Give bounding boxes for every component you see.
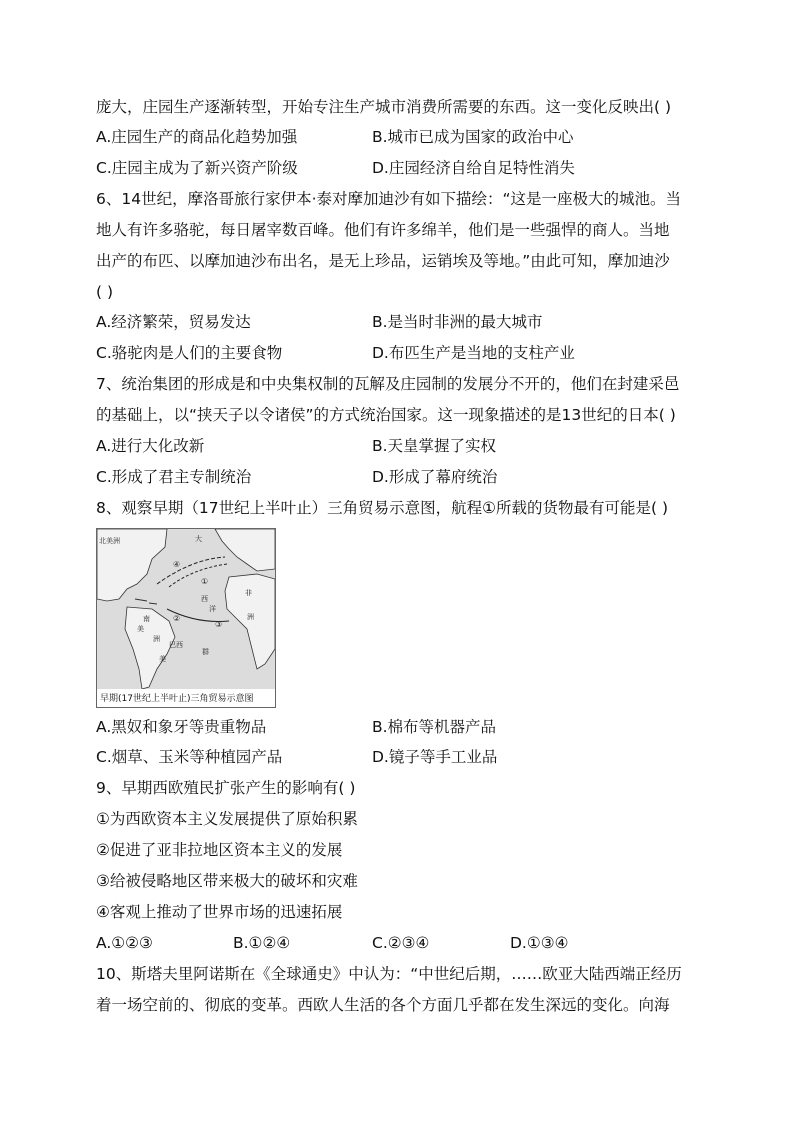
q5-option-c: C.庄园主成为了新兴资产阶级 xyxy=(96,159,298,177)
map-label-da: 大 xyxy=(195,535,202,543)
q6-option-c: C.骆驼肉是人们的主要食物 xyxy=(96,344,283,362)
q9-statement-2: ②促进了亚非拉地区资本主义的发展 xyxy=(96,841,343,859)
question-8-stem: 8、观察早期（17世纪上半叶止）三角贸易示意图，航程①所载的货物最有可能是( ) xyxy=(96,499,669,517)
question-10-line-1: 10、斯塔夫里阿诺斯在《全球通史》中认为：“中世纪后期，……欧亚大陆西端正经历 xyxy=(96,965,682,983)
q5-option-d: D.庄园经济自给自足特性消失 xyxy=(372,159,575,177)
map-label-america: 美 xyxy=(137,625,144,633)
question-5-stem-end: 庞大，庄园生产逐渐转型，开始专注生产城市消费所需要的东西。这一变化反映出( ) xyxy=(96,98,672,116)
question-7-line-1: 7、统治集团的形成是和中央集权制的瓦解及庄园制的发展分不开的，他们在封建采邑 xyxy=(96,375,680,393)
q9-option-c: C.②③④ xyxy=(372,934,430,952)
q8-option-b: B.棉布等机器产品 xyxy=(372,718,497,736)
map-label-xi: 西 xyxy=(201,595,208,603)
map-caption: 早期(17世纪上半叶止)三角贸易示意图 xyxy=(100,694,254,704)
q5-option-b: B.城市已成为国家的政治中心 xyxy=(372,128,574,146)
q9-option-d: D.①③④ xyxy=(510,934,569,952)
map-label-yang: 洋 xyxy=(209,605,216,613)
q9-option-a: A.①②③ xyxy=(96,934,153,952)
map-label-zhou-africa: 洲 xyxy=(247,613,254,621)
q6-option-b: B.是当时非洲的最大城市 xyxy=(372,313,543,331)
q7-option-a: A.进行大化改新 xyxy=(96,437,205,455)
q9-statement-4: ④客观上推动了世界市场的迅速拓展 xyxy=(96,903,343,921)
q9-statement-1: ①为西欧资本主义发展提供了原始积累 xyxy=(96,810,358,828)
map-label-qun: 群 xyxy=(202,648,209,656)
q6-option-a: A.经济繁荣，贸易发达 xyxy=(96,313,251,331)
q7-option-c: C.形成了君主专制统治 xyxy=(96,468,252,486)
map-label-south: 南 xyxy=(143,615,150,623)
question-7-line-2: 的基础上，以“挟天子以令诸侯”的方式统治国家。这一现象描述的是13世纪的日本( ) xyxy=(96,406,676,424)
map-label-mei: 美 xyxy=(159,655,166,663)
map-label-brazil: 巴西 xyxy=(169,641,183,649)
question-9-stem: 9、早期西欧殖民扩张产生的影响有( ) xyxy=(96,779,356,797)
route-2-marker: ② xyxy=(173,614,181,623)
q8-option-d: D.镜子等手工业品 xyxy=(372,748,498,766)
q9-statement-3: ③给被侵略地区带来极大的破坏和灾难 xyxy=(96,872,358,890)
map-label-zhou-south: 洲 xyxy=(153,635,160,643)
q8-option-c: C.烟草、玉米等种植园产品 xyxy=(96,748,283,766)
question-6-line-2: 地人有许多骆驼，每日屠宰数百峰。他们有许多绵羊，他们是一些强悍的商人。当地 xyxy=(96,221,670,239)
q5-option-a: A.庄园生产的商品化趋势加强 xyxy=(96,128,298,146)
q8-option-a: A.黑奴和象牙等贵重物品 xyxy=(96,718,267,736)
question-6-line-3: 出产的布匹、以摩加迪沙布出名，是无上珍品，运销埃及等地。”由此可知，摩加迪沙 xyxy=(96,252,670,270)
triangle-trade-map xyxy=(96,528,276,708)
q6-option-d: D.布匹生产是当地的支柱产业 xyxy=(372,344,575,362)
map-label-north-america: 北美洲 xyxy=(99,537,120,545)
question-6-line-1: 6、14世纪，摩洛哥旅行家伊本·泰对摩加迪沙有如下描绘：“这是一座极大的城池。当 xyxy=(96,190,682,208)
map-label-africa: 非 xyxy=(245,589,252,597)
q9-option-b: B.①②④ xyxy=(233,934,291,952)
q7-option-d: D.形成了幕府统治 xyxy=(372,468,498,486)
question-6-line-4: ( ) xyxy=(96,283,114,301)
route-1-marker: ① xyxy=(201,577,209,586)
route-3-marker: ③ xyxy=(215,620,223,629)
route-4-marker: ④ xyxy=(173,560,181,569)
question-10-line-2: 着一场空前的、彻底的变革。西欧人生活的各个方面几乎都在发生深远的变化。向海 xyxy=(96,996,670,1014)
q7-option-b: B.天皇掌握了实权 xyxy=(372,437,497,455)
